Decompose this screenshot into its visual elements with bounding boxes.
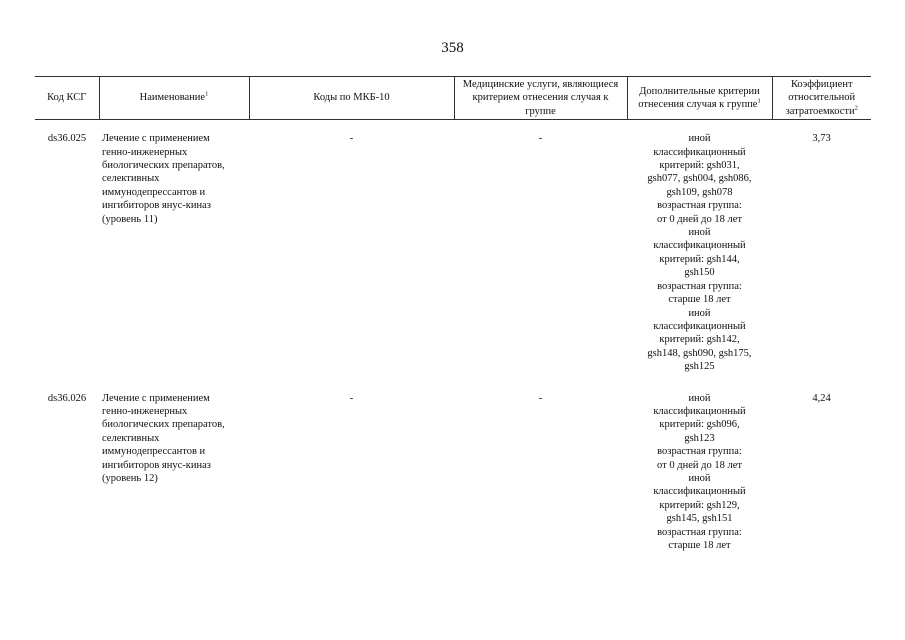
header-name: Наименование$^1$	[99, 77, 249, 120]
cell-name-line: иммунодепрессантов и	[102, 186, 206, 198]
cell-criteria	[627, 392, 772, 553]
cell-name	[99, 132, 249, 373]
cell-criteria-line: gsh148, gsh090, gsh175,	[647, 347, 752, 359]
row-gap	[35, 374, 871, 392]
cell-name-line: (уровень 12)	[102, 472, 158, 484]
cell-criteria-line: классификационный	[653, 486, 746, 498]
cell-criteria-line: иной	[688, 307, 711, 319]
cell-name-line: биологических препаратов,	[102, 160, 225, 172]
cell-mkb: -	[349, 133, 354, 145]
cell-name-line: ингибиторов янус-киназ	[102, 200, 211, 212]
cell-name-line: генно-инженерных	[102, 146, 188, 158]
cell-name-line: биологических препаратов,	[102, 419, 225, 431]
header-name-footnote: 1	[205, 90, 209, 98]
cell-criteria-line: gsh125	[684, 361, 715, 373]
cell-criteria-line: от 0 дней до 18 лет	[657, 213, 742, 225]
ksg-table	[35, 76, 871, 552]
cell-criteria-line: классификационный	[653, 240, 746, 252]
cell-code: ds36.025	[47, 133, 87, 145]
cell-name-line: (уровень 11)	[102, 213, 158, 225]
header-coefficient-footnote: 2	[854, 104, 858, 112]
cell-criteria-line: классификационный	[653, 405, 746, 417]
cell-criteria-line: классификационный	[653, 320, 746, 332]
header-criteria-footnote: 1	[757, 97, 761, 105]
cell-criteria-line: старше 18 лет	[668, 540, 731, 551]
header-coefficient: Коэффициент относительной затратоемкости$^2$	[772, 77, 871, 120]
cell-criteria-line: критерий: gsh129,	[659, 499, 740, 511]
cell-name	[99, 392, 249, 553]
cell-criteria-line: gsh077, gsh004, gsh086,	[647, 173, 752, 185]
cell-criteria-line: gsh123	[684, 432, 715, 444]
cell-name-line: генно-инженерных	[102, 405, 188, 417]
cell-criteria-line: критерий: gsh142,	[659, 334, 740, 346]
cell-criteria-line: возрастная группа:	[657, 526, 742, 538]
cell-criteria-line: gsh150	[684, 267, 715, 279]
cell-name-line: Лечение с применением	[102, 392, 210, 404]
cell-criteria-line: возрастная группа:	[657, 446, 742, 458]
cell-services: -	[538, 133, 543, 145]
cell-criteria-line: от 0 дней до 18 лет	[657, 459, 742, 471]
cell-criteria-line: возрастная группа:	[657, 280, 742, 292]
page-number: 358	[441, 40, 464, 56]
cell-criteria-line: классификационный	[653, 146, 746, 158]
cell-criteria-line: иной	[688, 472, 711, 484]
cell-code: ds36.026	[47, 392, 87, 404]
header-mkb: Коды по МКБ-10	[249, 77, 454, 120]
cell-criteria-line: иной	[688, 227, 711, 239]
cell-criteria-line: критерий: gsh096,	[659, 419, 740, 431]
cell-criteria-line: критерий: gsh144,	[659, 253, 740, 265]
header-code: Код КСГ	[35, 77, 99, 120]
cell-name-line: селективных	[102, 432, 160, 444]
spacer-row	[35, 120, 871, 133]
cell-name-line: иммунодепрессантов и	[102, 446, 206, 458]
cell-criteria-line: критерий: gsh031,	[659, 160, 740, 172]
header-criteria: Дополнительные критерии отнесения случая к группе$^1$	[627, 77, 772, 120]
table-row	[35, 392, 871, 553]
cell-criteria-line: gsh109, gsh078	[666, 186, 733, 198]
cell-mkb: -	[349, 392, 354, 404]
cell-name-line: селективных	[102, 173, 160, 185]
cell-criteria-line: иной	[688, 392, 711, 404]
cell-name-line: Лечение с применением	[102, 133, 210, 145]
cell-services: -	[538, 392, 543, 404]
header-services: Медицинские услуги, являющиеся критерием отнесения случая к группе	[454, 77, 627, 120]
cell-criteria-line: старше 18 лет	[668, 294, 731, 306]
cell-criteria-line: gsh145, gsh151	[666, 513, 733, 525]
cell-criteria	[627, 132, 772, 373]
table-body	[35, 120, 871, 553]
cell-criteria-line: иной	[688, 133, 711, 145]
cell-criteria-line: возрастная группа:	[657, 200, 742, 212]
cell-coefficient: 4,24	[812, 392, 831, 404]
cell-coefficient: 3,73	[812, 133, 831, 145]
cell-name-line: ингибиторов янус-киназ	[102, 459, 211, 471]
table-header-row	[35, 77, 871, 120]
table-row	[35, 132, 871, 373]
